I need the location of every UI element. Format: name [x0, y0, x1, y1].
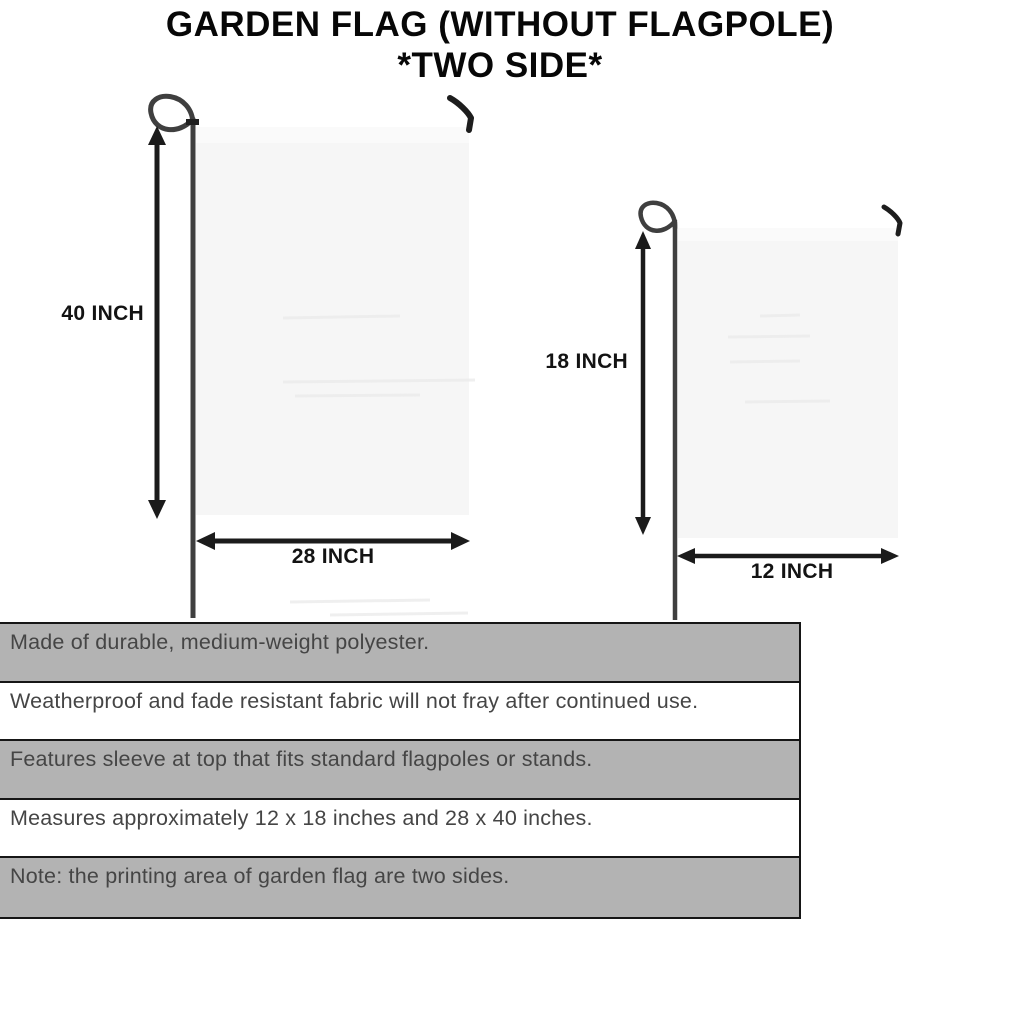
feature-row-material: Made of durable, medium-weight polyester.	[0, 624, 799, 683]
large-flag-panel	[196, 127, 469, 515]
large-hook-icon	[450, 98, 471, 130]
large-height-arrow-icon	[148, 126, 166, 519]
small-flag-height-label: 18 INCH	[545, 350, 628, 373]
title-line1: GARDEN FLAG (WITHOUT FLAGPOLE)	[165, 5, 835, 44]
features-table	[0, 622, 801, 919]
feature-row-note: Note: the printing area of garden flag are two sides.	[0, 858, 799, 917]
title-line2: *TWO SIDE*	[397, 45, 603, 85]
feature-row-sleeve: Features sleeve at top that fits standard flagpoles or stands.	[0, 741, 799, 800]
small-pole-loop-icon	[641, 203, 675, 231]
feature-row-measurements: Measures approximately 12 x 18 inches and 28 x 40 inches.	[0, 800, 799, 859]
small-flag-width-label: 12 INCH	[750, 560, 834, 583]
large-flag-diagram	[148, 96, 475, 618]
large-sleeve-clip	[186, 119, 199, 125]
large-flag-height-label: 40 INCH	[61, 302, 144, 325]
small-height-arrow-icon	[635, 231, 651, 535]
feature-row-weatherproof: Weatherproof and fade resistant fabric will not fray after continued use.	[0, 683, 799, 742]
small-flag-panel	[678, 228, 898, 538]
small-flag-diagram	[635, 203, 900, 620]
large-flag-width-label: 28 INCH	[291, 545, 375, 568]
